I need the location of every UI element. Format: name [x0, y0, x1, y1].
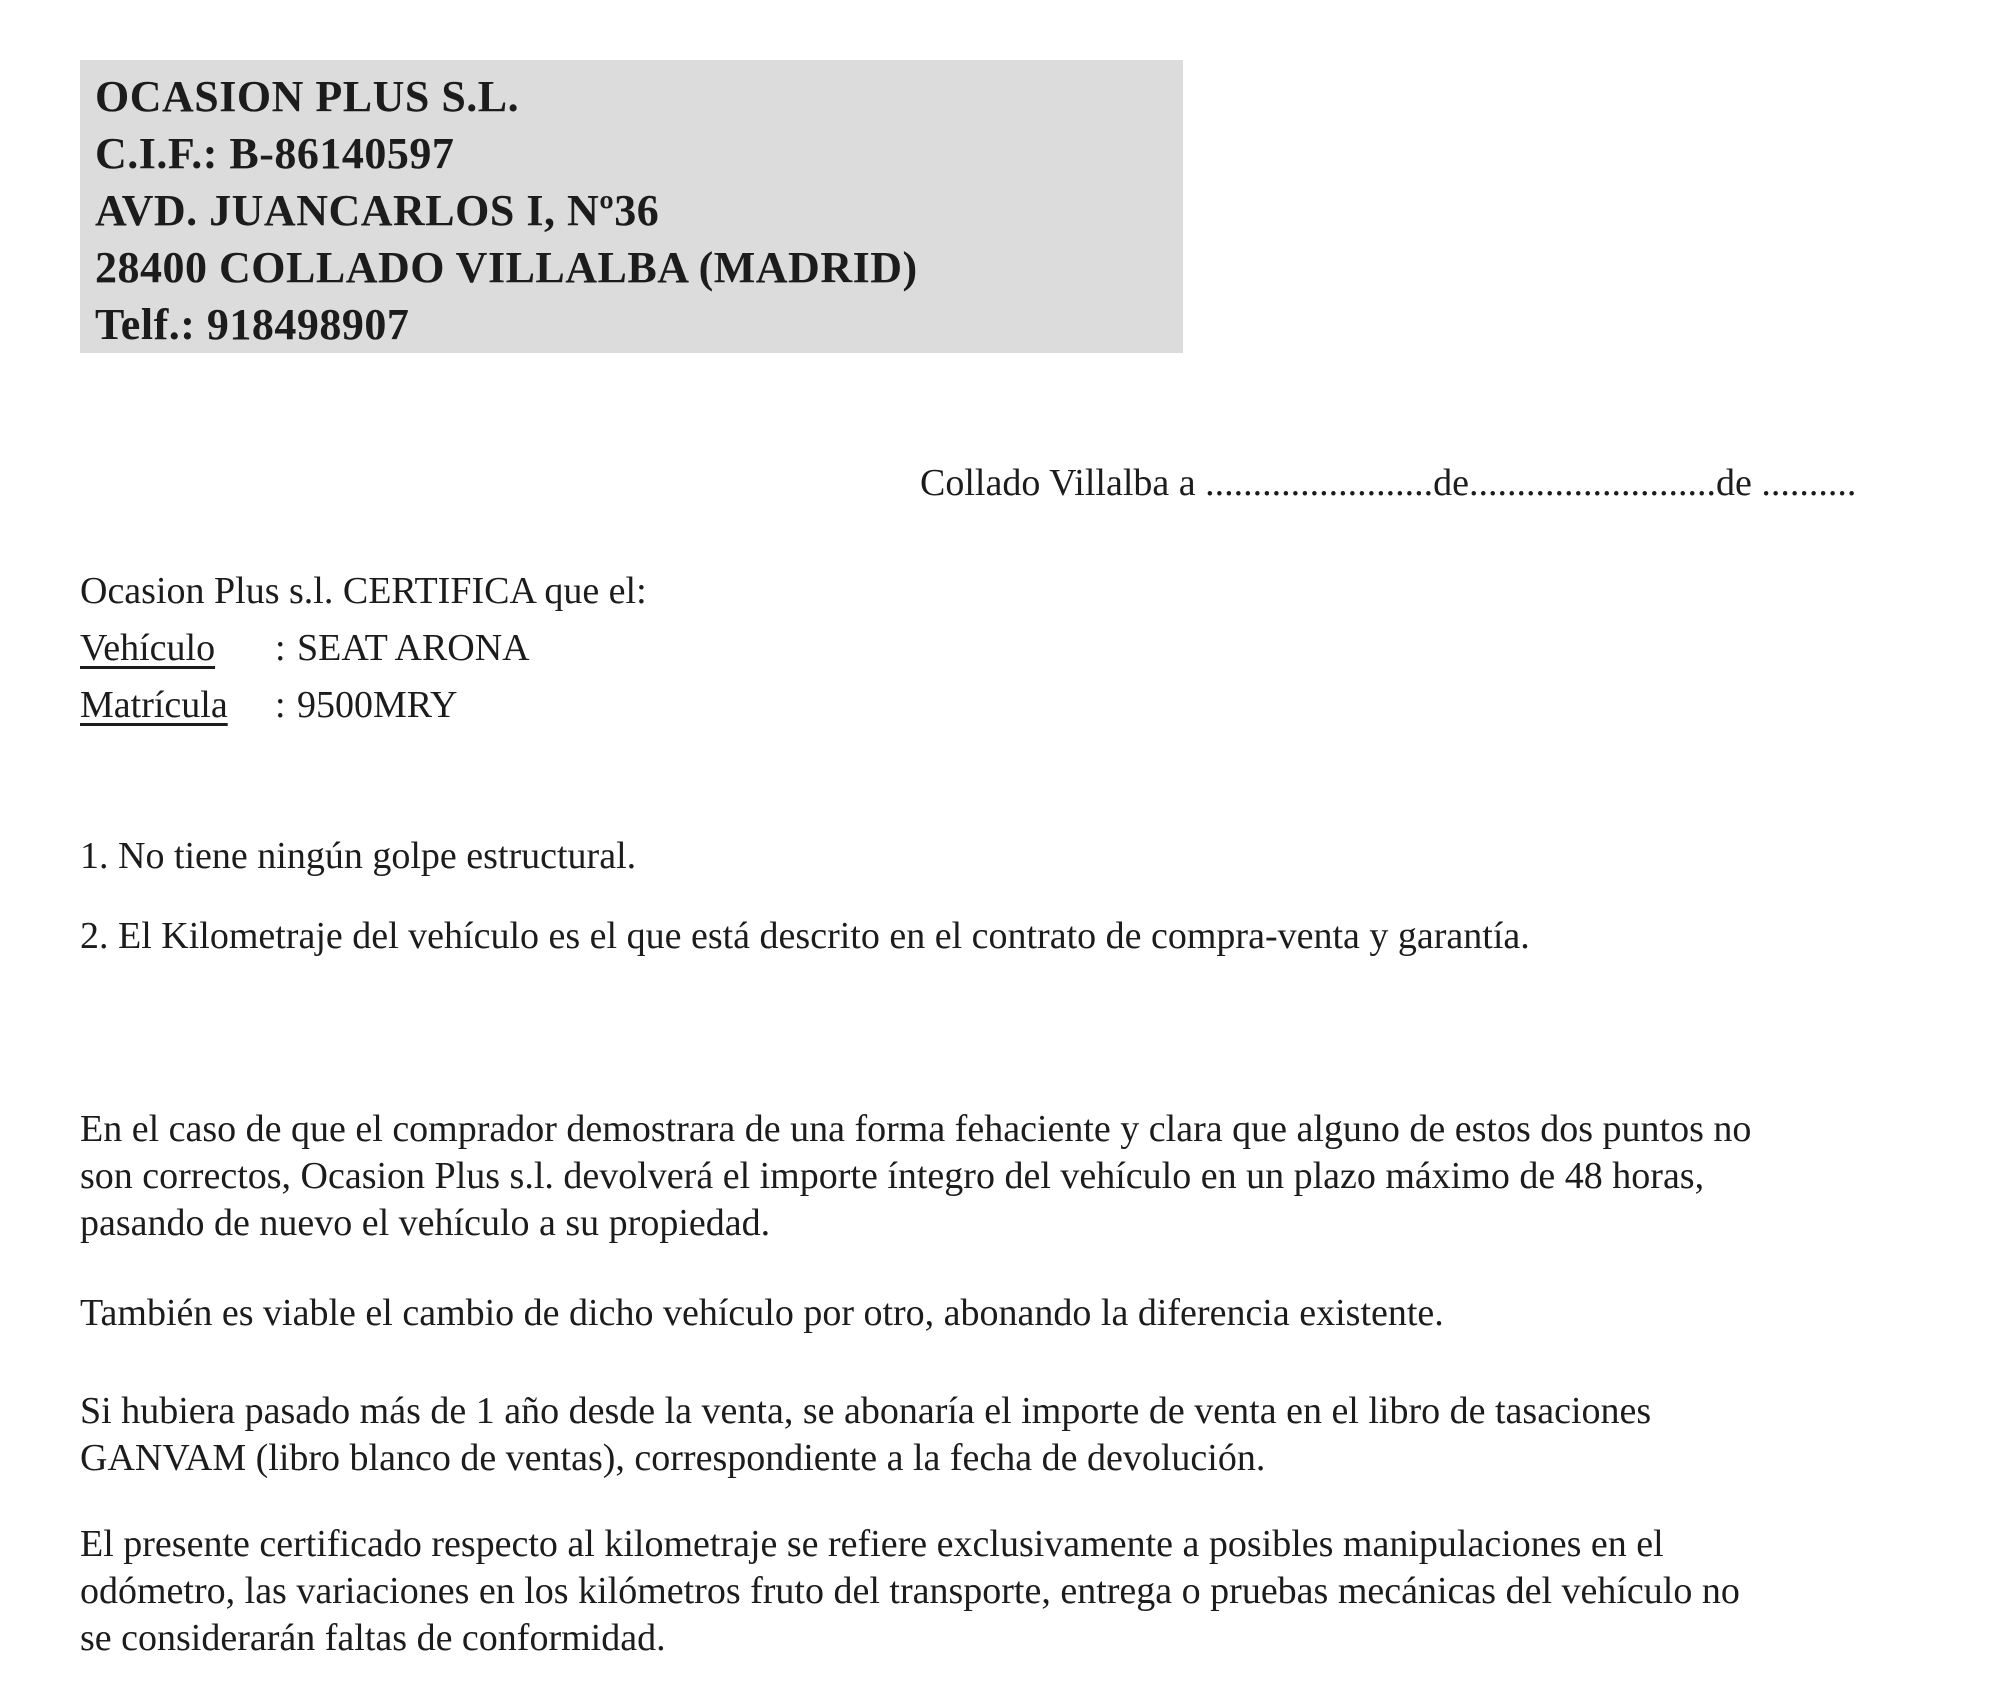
plate-label: Matrícula — [80, 684, 228, 726]
plate-separator: : — [275, 684, 286, 726]
numbered-point-1: 1. No tiene ningún golpe estructural. — [80, 835, 637, 877]
vehicle-separator: : — [275, 627, 286, 669]
vehicle-field-row — [80, 620, 530, 677]
paragraph-line: En el caso de que el comprador demostrara de una forma fehaciente y clara que alguno de estos dos puntos no — [80, 1108, 1752, 1150]
paragraph-refund-terms — [80, 1106, 1950, 1247]
company-address: AVD. JUANCARLOS I, Nº36 — [95, 186, 660, 235]
paragraph-line: son correctos, Ocasion Plus s.l. devolverá el importe íntegro del vehículo en un plazo máximo de 48 horas, — [80, 1155, 1705, 1197]
paragraph-line: pasando de nuevo el vehículo a su propiedad. — [80, 1202, 771, 1244]
vehicle-label: Vehículo — [80, 627, 216, 669]
plate-value: 9500MRY — [297, 684, 458, 726]
company-name: OCASION PLUS S.L. — [95, 72, 520, 121]
certification-intro: Ocasion Plus s.l. CERTIFICA que el: — [80, 570, 647, 612]
date-line: Collado Villalba a ........................de..........................de .......... — [920, 462, 1857, 504]
company-header-block — [80, 60, 1183, 353]
company-phone: Telf.: 918498907 — [95, 300, 410, 349]
paragraph-line: GANVAM (libro blanco de ventas), correspondiente a la fecha de devolución. — [80, 1437, 1266, 1479]
vehicle-fields — [80, 620, 530, 734]
company-cif: C.I.F.: B-86140597 — [95, 129, 455, 178]
plate-field-row — [80, 677, 530, 734]
paragraph-line: También es viable el cambio de dicho vehículo por otro, abonando la diferencia existente. — [80, 1292, 1444, 1334]
paragraph-line: El presente certificado respecto al kilometraje se refiere exclusivamente a posibles manipulaciones en el — [80, 1523, 1664, 1565]
paragraph-exchange-option — [80, 1290, 1950, 1337]
numbered-point-2: 2. El Kilometraje del vehículo es el que está descrito en el contrato de compra-venta y garantía. — [80, 915, 1530, 957]
paragraph-odometer-disclaimer — [80, 1521, 1950, 1662]
paragraph-line: Si hubiera pasado más de 1 año desde la venta, se abonaría el importe de venta en el libro de tasaciones — [80, 1390, 1652, 1432]
paragraph-line: se considerarán faltas de conformidad. — [80, 1617, 666, 1659]
vehicle-value: SEAT ARONA — [297, 627, 530, 669]
paragraph-line: odómetro, las variaciones en los kilómetros fruto del transporte, entrega o pruebas mecánicas del vehículo no — [80, 1570, 1740, 1612]
paragraph-ganvam-valuation — [80, 1388, 1950, 1482]
company-city: 28400 COLLADO VILLALBA (MADRID) — [95, 243, 918, 292]
